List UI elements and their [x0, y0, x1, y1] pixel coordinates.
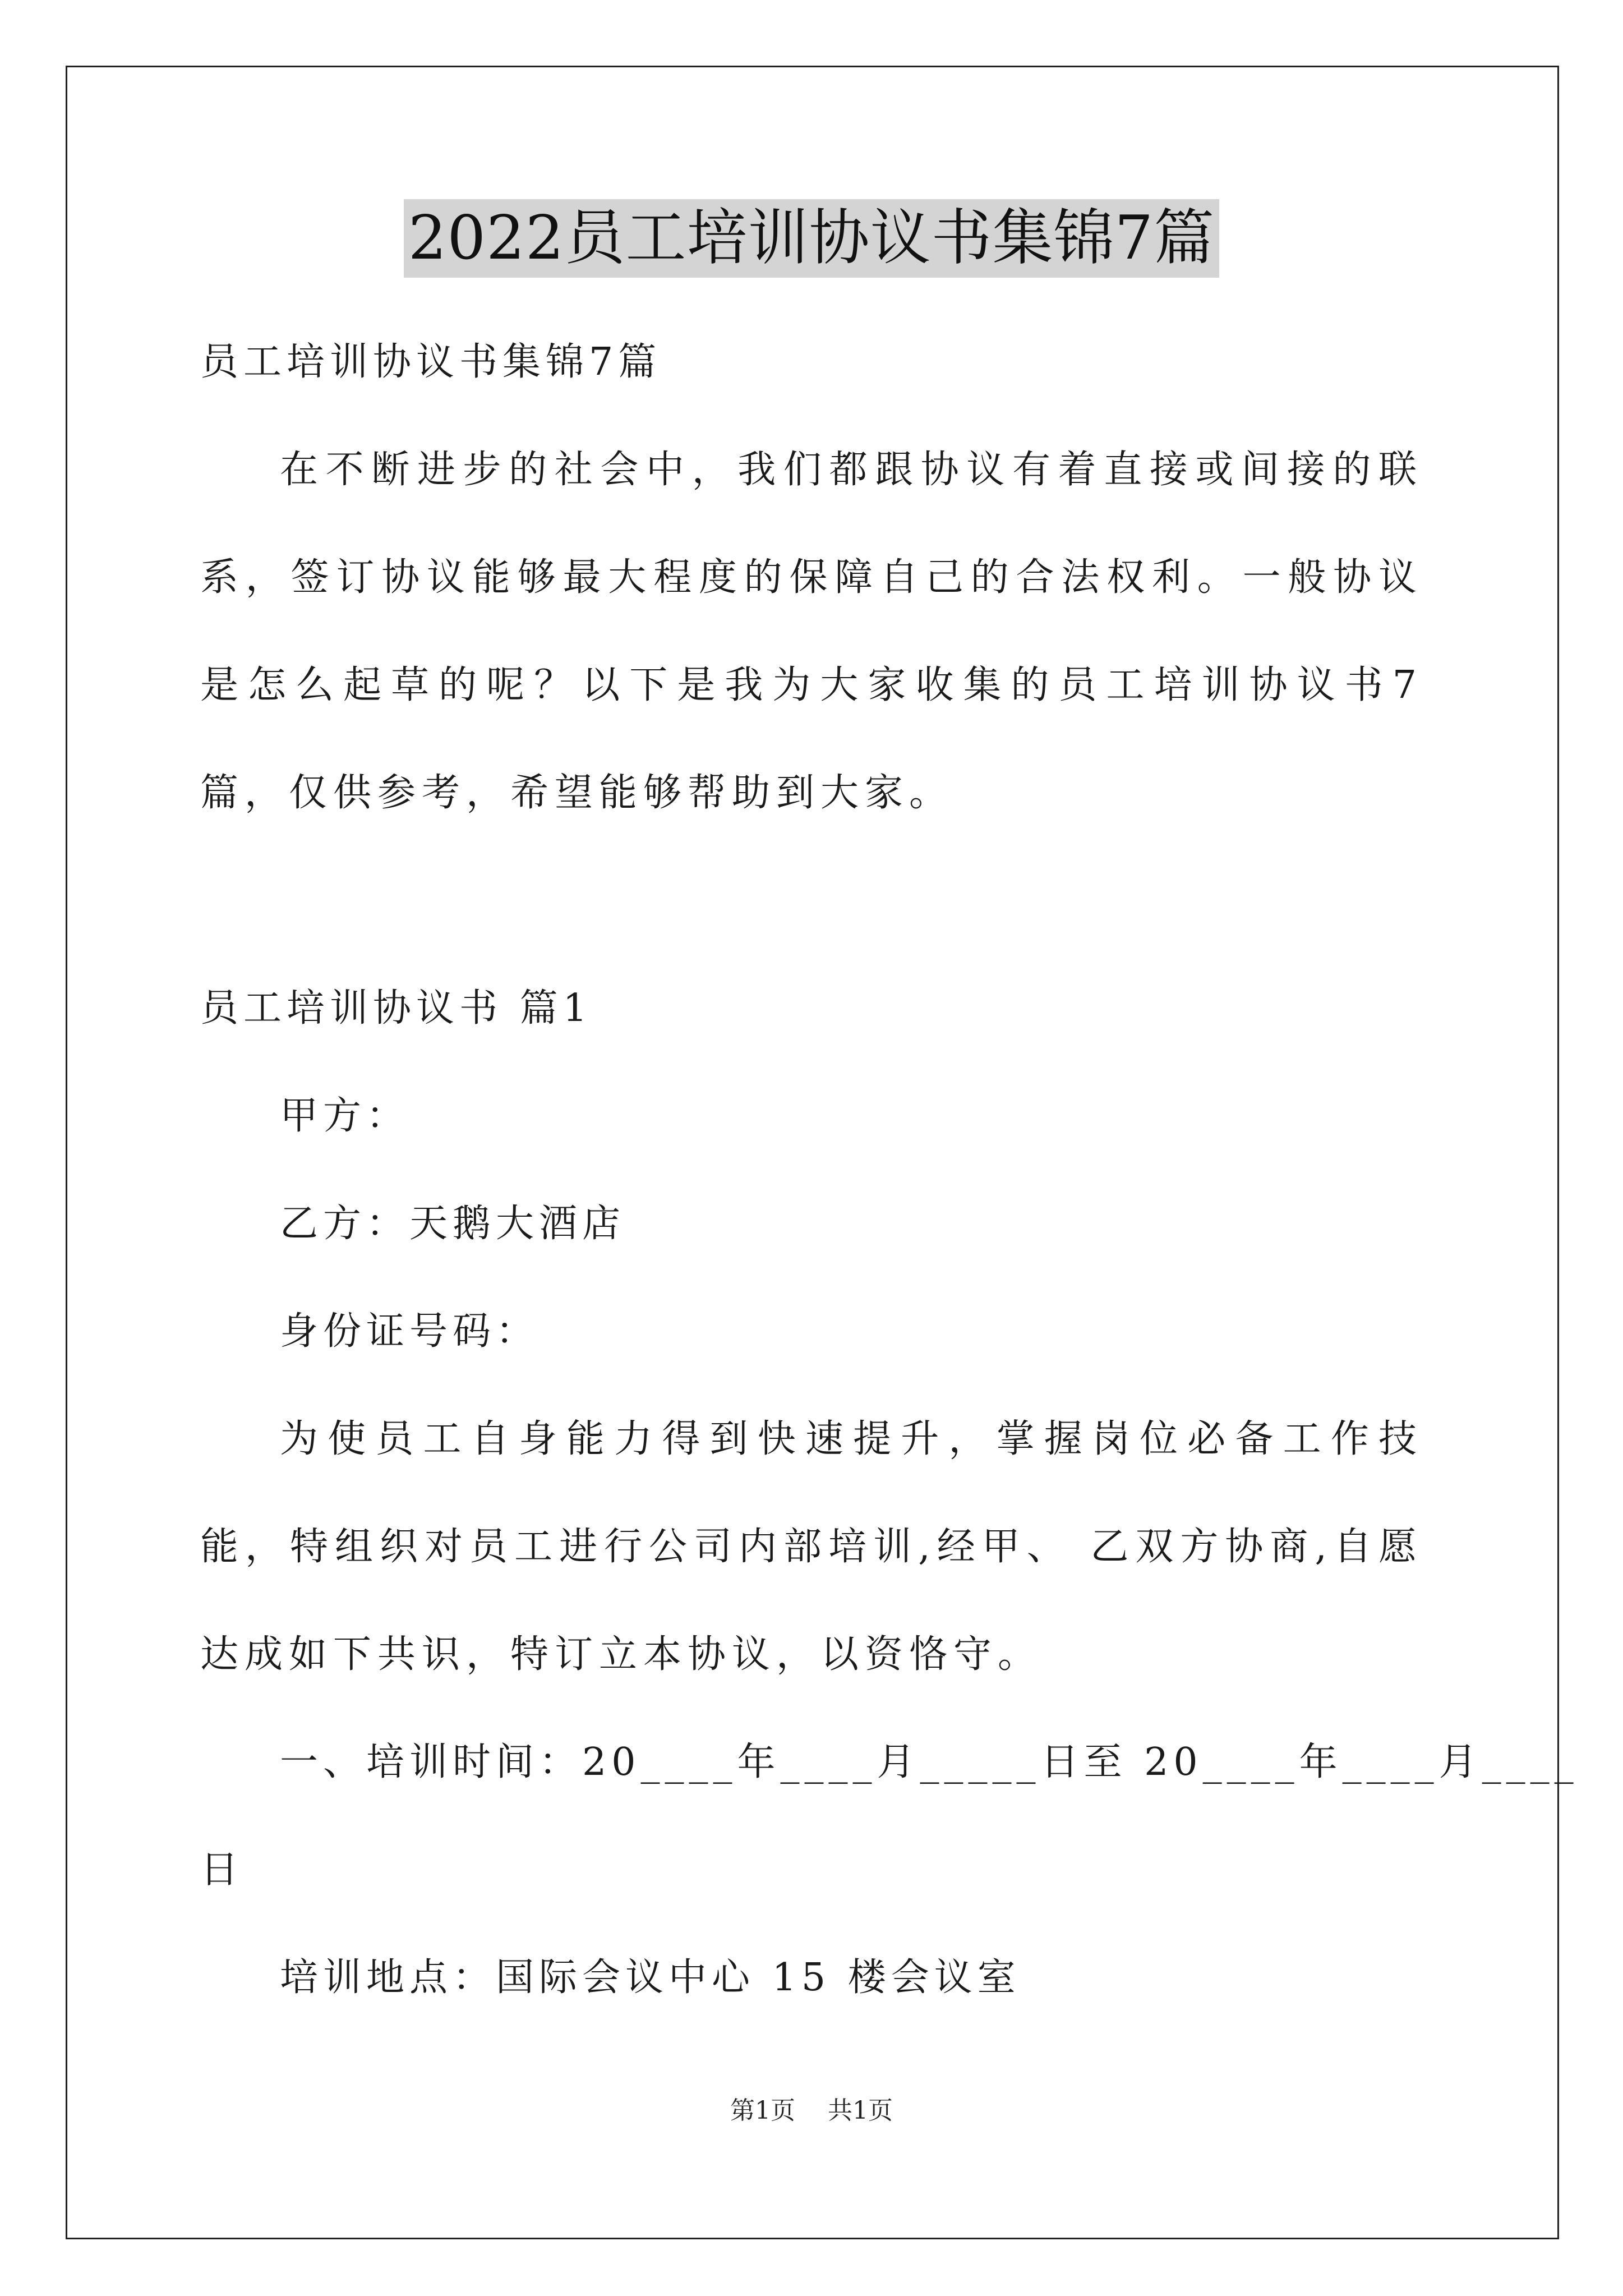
document-title: 2022员工培训协议书集锦7篇: [404, 199, 1220, 278]
page-number-total: 共1页: [828, 2096, 893, 2125]
page-number-current: 第1页: [730, 2096, 795, 2125]
id-number-label: 身份证号码：: [280, 1309, 540, 1354]
training-time-continuation: 日: [200, 1848, 244, 1892]
purpose-paragraph: 为使员工自身能力得到快速提升，掌握岗位必备工作技能，特组织对员工进行公司内部培训,经甲、 乙双方协商,自愿达成如下共识，特订立本协议，以资恪守。: [200, 1417, 1423, 1677]
party-b-label: 乙方：天鹅大酒店: [280, 1202, 626, 1246]
title-container: [0, 199, 1623, 278]
paragraph-gap: [200, 847, 1423, 955]
intro-paragraph: 在不断进步的社会中，我们都跟协议有着直接或间接的联系，签订协议能够最大程度的保障自己的合法权利。一般协议是怎么起草的呢？以下是我为大家收集的员工培训协议书7篇，仅供参考，希望能够帮助到大家。: [200, 448, 1423, 815]
document-body: [200, 309, 1579, 2032]
party-a-label: 甲方：: [280, 1094, 410, 1138]
training-time-line: 一、培训时间：20____年____月_____日至 20____年____月____: [280, 1740, 1579, 1784]
page-footer: [0, 2090, 1623, 2126]
training-location: 培训地点：国际会议中心 15 楼会议室: [280, 1955, 1021, 2000]
section-heading: 员工培训协议书 篇1: [200, 986, 592, 1030]
document-subtitle: 员工培训协议书集锦7篇: [200, 340, 662, 384]
